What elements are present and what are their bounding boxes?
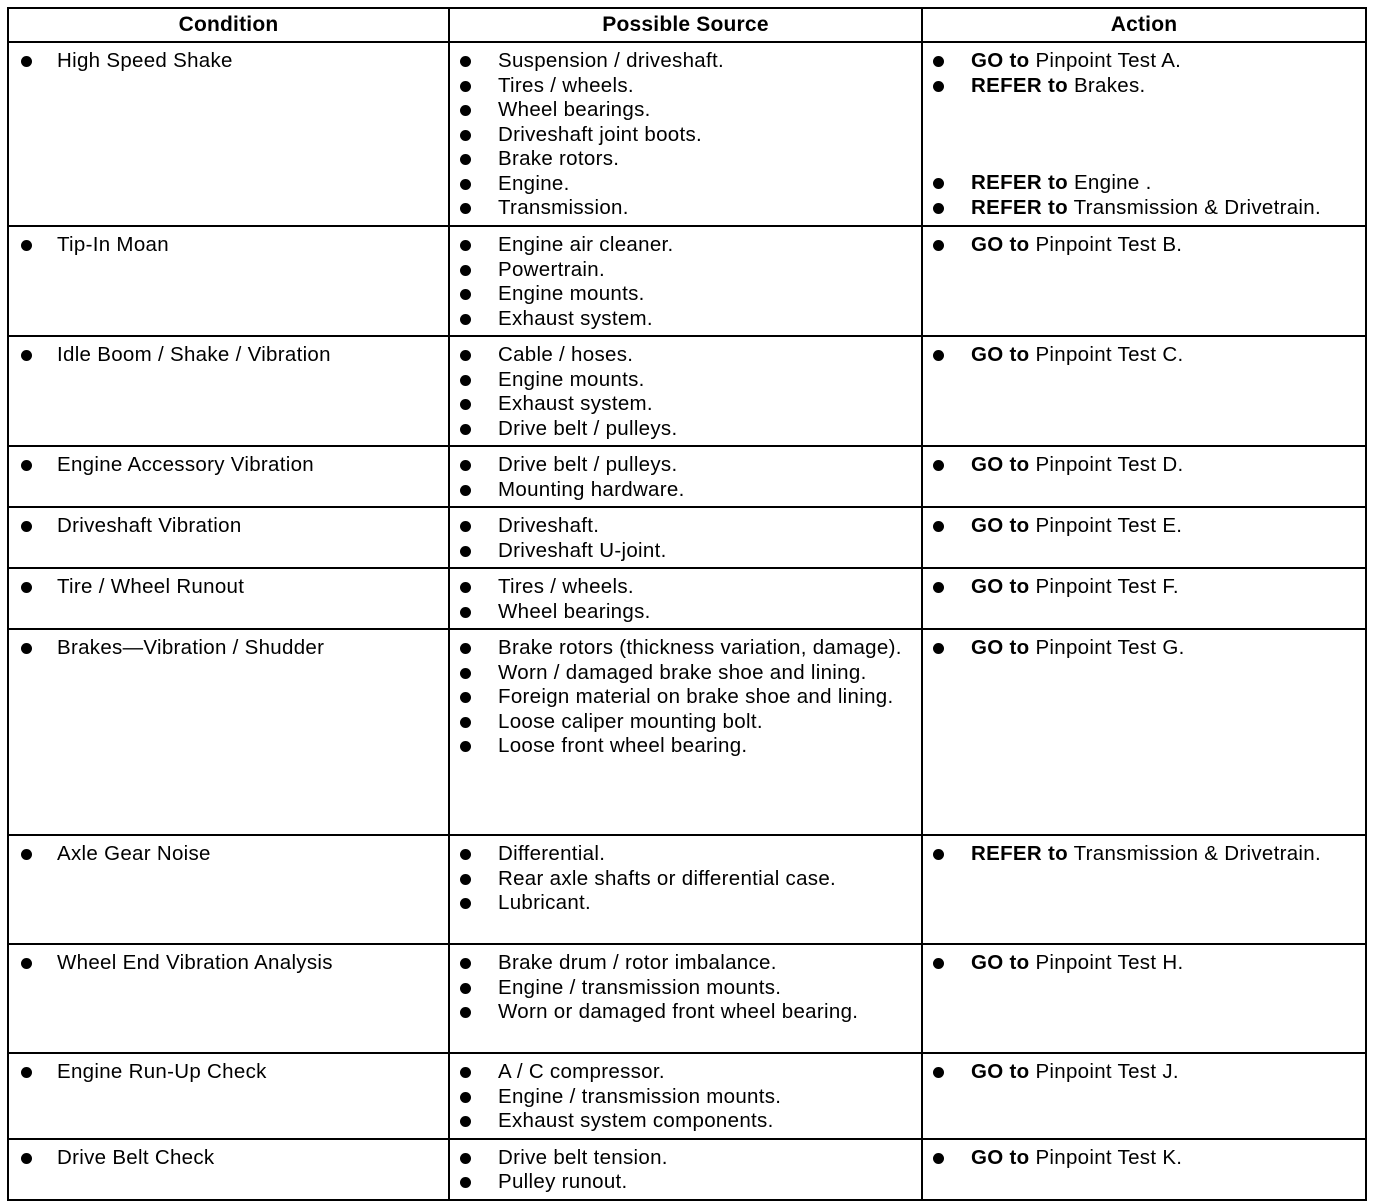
action-cell — [922, 507, 1366, 568]
source-item: Driveshaft joint boots. — [450, 123, 917, 148]
action-keyword: GO to — [971, 514, 1030, 537]
condition-cell — [8, 835, 449, 944]
condition-cell — [8, 1139, 449, 1200]
condition-label: Engine Run-Up Check — [9, 1060, 444, 1085]
action-target: Pinpoint Test C. — [1035, 343, 1184, 366]
possible-source-cell — [449, 568, 922, 629]
condition-cell — [8, 226, 449, 336]
condition-label: Drive Belt Check — [9, 1146, 444, 1171]
source-item: Loose caliper mounting bolt. — [450, 710, 917, 735]
table-row — [8, 944, 1366, 1053]
action-target: Pinpoint Test H. — [1035, 951, 1184, 974]
source-item: Wheel bearings. — [450, 98, 917, 123]
source-item: Driveshaft U-joint. — [450, 539, 917, 564]
action-cell — [922, 1053, 1366, 1139]
action-item — [923, 636, 1361, 661]
condition-label: Engine Accessory Vibration — [9, 453, 444, 478]
action-item — [923, 233, 1361, 258]
possible-source-cell — [449, 944, 922, 1053]
action-target: Transmission & Drivetrain. — [1073, 842, 1321, 865]
action-target: Pinpoint Test A. — [1035, 49, 1182, 72]
condition-cell — [8, 568, 449, 629]
possible-source-cell — [449, 226, 922, 336]
source-item: Suspension / driveshaft. — [450, 49, 917, 74]
condition-label: Idle Boom / Shake / Vibration — [9, 343, 444, 368]
source-item: Tires / wheels. — [450, 74, 917, 99]
possible-source-cell — [449, 835, 922, 944]
table-row — [8, 1139, 1366, 1200]
action-cell — [922, 1139, 1366, 1200]
condition-cell — [8, 944, 449, 1053]
action-cell — [922, 629, 1366, 835]
action-keyword: REFER to — [971, 171, 1068, 194]
source-item: Drive belt / pulleys. — [450, 453, 917, 478]
source-item: Wheel bearings. — [450, 600, 917, 625]
action-item — [923, 842, 1361, 867]
condition-cell — [8, 629, 449, 835]
action-target: Pinpoint Test E. — [1035, 514, 1183, 537]
action-target: Pinpoint Test K. — [1035, 1145, 1183, 1169]
condition-cell — [8, 446, 449, 507]
action-keyword: GO to — [971, 49, 1030, 72]
source-item: Worn / damaged brake shoe and lining. — [450, 661, 917, 686]
source-item: Transmission. — [450, 196, 917, 221]
action-target: Brakes. — [1073, 73, 1146, 97]
action-keyword: REFER to — [971, 842, 1068, 865]
possible-source-cell — [449, 629, 922, 835]
condition-label: High Speed Shake — [9, 49, 444, 74]
header-row — [8, 8, 1366, 42]
condition-label: Driveshaft Vibration — [9, 514, 444, 539]
action-item — [923, 453, 1361, 478]
possible-source-cell — [449, 42, 922, 226]
action-cell — [922, 835, 1366, 944]
condition-cell — [8, 1053, 449, 1139]
action-cell — [922, 944, 1366, 1053]
action-target: Pinpoint Test F. — [1035, 575, 1179, 598]
action-keyword: GO to — [971, 575, 1030, 598]
action-cell — [922, 226, 1366, 336]
table-row — [8, 1053, 1366, 1139]
source-item: Drive belt / pulleys. — [450, 417, 917, 442]
source-item: Engine / transmission mounts. — [450, 976, 917, 1001]
possible-source-cell — [449, 446, 922, 507]
source-item: Loose front wheel bearing. — [450, 734, 917, 759]
condition-label: Wheel End Vibration Analysis — [9, 951, 444, 976]
source-item: Exhaust system. — [450, 307, 917, 332]
source-item: Foreign material on brake shoe and lining. — [450, 685, 917, 710]
source-item: Pulley runout. — [450, 1170, 917, 1195]
table-row — [8, 629, 1366, 835]
table-row — [8, 446, 1366, 507]
header-condition: Condition — [8, 8, 449, 42]
action-item — [923, 575, 1361, 600]
action-target: Pinpoint Test B. — [1035, 233, 1183, 256]
action-item — [923, 1060, 1361, 1085]
source-item: Engine air cleaner. — [450, 233, 917, 258]
source-item: Engine mounts. — [450, 368, 917, 393]
condition-label: Brakes—Vibration / Shudder — [9, 636, 444, 661]
source-item: Engine. — [450, 172, 917, 197]
source-item: Drive belt tension. — [450, 1146, 917, 1171]
possible-source-cell — [449, 1139, 922, 1200]
action-target: Pinpoint Test D. — [1035, 453, 1184, 476]
source-item: Driveshaft. — [450, 514, 917, 539]
source-item: Powertrain. — [450, 258, 917, 283]
action-target: Pinpoint Test J. — [1035, 1060, 1179, 1083]
header-possible-source: Possible Source — [449, 8, 922, 42]
action-item — [923, 49, 1361, 74]
source-item: Brake drum / rotor imbalance. — [450, 951, 917, 976]
source-item: Brake rotors (thickness variation, damage). — [450, 636, 917, 661]
action-keyword: REFER to — [971, 195, 1068, 219]
table-row — [8, 835, 1366, 944]
source-item: Engine / transmission mounts. — [450, 1085, 917, 1110]
table-row — [8, 507, 1366, 568]
diagnosis-table — [7, 7, 1367, 1201]
action-keyword: GO to — [971, 343, 1030, 366]
possible-source-cell — [449, 507, 922, 568]
table-row — [8, 336, 1366, 446]
action-item — [923, 1146, 1361, 1171]
condition-cell — [8, 336, 449, 446]
source-item: A / C compressor. — [450, 1060, 917, 1085]
action-cell — [922, 336, 1366, 446]
condition-label: Tip-In Moan — [9, 233, 444, 258]
action-item — [923, 343, 1361, 368]
action-item — [923, 196, 1361, 221]
source-item: Lubricant. — [450, 891, 917, 916]
condition-label: Axle Gear Noise — [9, 842, 444, 867]
table-body — [8, 42, 1366, 1200]
action-target: Engine . — [1073, 171, 1152, 194]
action-keyword: GO to — [971, 951, 1030, 974]
action-keyword: GO to — [971, 1060, 1030, 1083]
action-keyword: GO to — [971, 233, 1030, 256]
action-keyword: GO to — [971, 453, 1030, 476]
source-item: Exhaust system components. — [450, 1109, 917, 1134]
source-item: Exhaust system. — [450, 392, 917, 417]
source-item: Rear axle shafts or differential case. — [450, 867, 917, 892]
source-item: Worn or damaged front wheel bearing. — [450, 1000, 917, 1025]
source-item: Brake rotors. — [450, 147, 917, 172]
possible-source-cell — [449, 336, 922, 446]
action-item — [923, 514, 1361, 539]
source-item: Tires / wheels. — [450, 575, 917, 600]
action-item — [923, 951, 1361, 976]
condition-cell — [8, 507, 449, 568]
header-action: Action — [922, 8, 1366, 42]
source-item: Differential. — [450, 842, 917, 867]
table-row — [8, 42, 1366, 226]
source-item: Engine mounts. — [450, 282, 917, 307]
table-row — [8, 568, 1366, 629]
source-item: Mounting hardware. — [450, 478, 917, 503]
condition-label: Tire / Wheel Runout — [9, 575, 444, 600]
action-item — [923, 171, 1361, 196]
action-cell — [922, 446, 1366, 507]
action-target: Transmission & Drivetrain. — [1073, 195, 1321, 219]
action-target: Pinpoint Test G. — [1035, 636, 1185, 659]
action-cell — [922, 42, 1366, 226]
action-keyword: GO to — [971, 636, 1030, 659]
possible-source-cell — [449, 1053, 922, 1139]
action-cell — [922, 568, 1366, 629]
action-keyword: GO to — [971, 1145, 1030, 1169]
action-keyword: REFER to — [971, 73, 1068, 97]
action-item — [923, 74, 1361, 99]
table-row — [8, 226, 1366, 336]
source-item: Cable / hoses. — [450, 343, 917, 368]
condition-cell — [8, 42, 449, 226]
